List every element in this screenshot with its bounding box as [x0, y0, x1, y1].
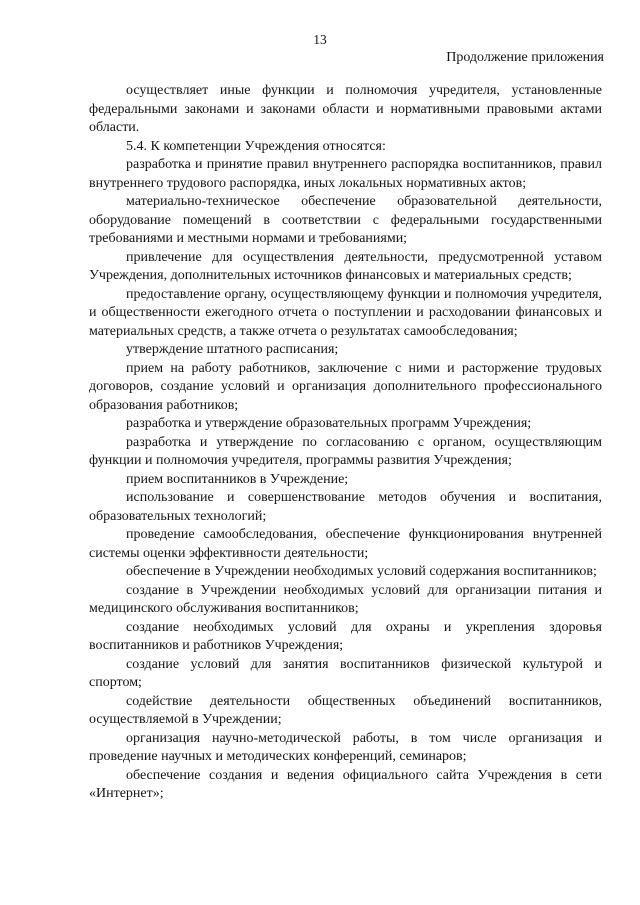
paragraph: обеспечение создания и ведения официального сайта Учреждения в сети «Интернет»;	[89, 767, 602, 801]
continuation-label: Продолжение приложения	[446, 50, 604, 65]
paragraph: прием воспитанников в Учреждение;	[126, 471, 349, 487]
page-number: 13	[313, 32, 327, 47]
document-body	[89, 82, 602, 804]
paragraph: использование и совершенствование методов обучения и воспитания, образовательных технологий;	[89, 490, 602, 524]
paragraph: осуществляет иные функции и полномочия учредителя, установленные федеральными законами и законами области и нормативными правовыми актами области.	[89, 83, 602, 135]
paragraph: предоставление органу, осуществляющему функции и полномочия учредителя, и общественности ежегодного отчета о поступлении и расходовании финансовых и материальных средств, а также отчета о результатах самообследования;	[89, 286, 602, 339]
paragraph: утверждение штатного расписания;	[126, 342, 339, 357]
paragraph: разработка и утверждение по согласованию с органом, осуществляющим функции и полномочия учредителя, программы развития Учреждения;	[89, 434, 602, 468]
paragraph: создание условий для занятия воспитанников физической культурой и спортом;	[89, 656, 602, 690]
paragraph: разработка и утверждение образовательных программ Учреждения;	[126, 416, 532, 431]
paragraph: разработка и принятие правил внутреннего распорядка воспитанников, правил внутреннего трудового распорядка, иных локальных нормативных актов;	[89, 157, 602, 191]
paragraph: организация научно-методической работы, в том числе организация и проведение научных и методических конференций, семинаров;	[89, 730, 602, 764]
paragraph: содействие деятельности общественных объединений воспитанников, осуществляемой в Учреждении;	[89, 693, 602, 727]
paragraph: обеспечение в Учреждении необходимых условий содержания воспитанников;	[126, 564, 597, 579]
paragraph: создание в Учреждении необходимых условий для организации питания и медицинского обслуживания воспитанников;	[89, 582, 602, 616]
paragraph: привлечение для осуществления деятельности, предусмотренной уставом Учреждения, дополнительных источников финансовых и материальных средств;	[89, 249, 602, 283]
paragraph: создание необходимых условий для охраны и укрепления здоровья воспитанников и работников Учреждения;	[89, 619, 602, 653]
paragraph: прием на работу работников, заключение с ними и расторжение трудовых договоров, создание условий и организация дополнительного профессионального образования работников;	[89, 360, 602, 413]
paragraph: материально-техническое обеспечение образовательной деятельности, оборудование помещений в соответствии с федеральными государственными требованиями и местными нормами и требованиями;	[89, 194, 602, 246]
section-heading: 5.4. К компетенции Учреждения относятся:	[126, 138, 386, 154]
paragraph: проведение самообследования, обеспечение функционирования внутренней системы оценки эффективности деятельности;	[89, 527, 602, 561]
